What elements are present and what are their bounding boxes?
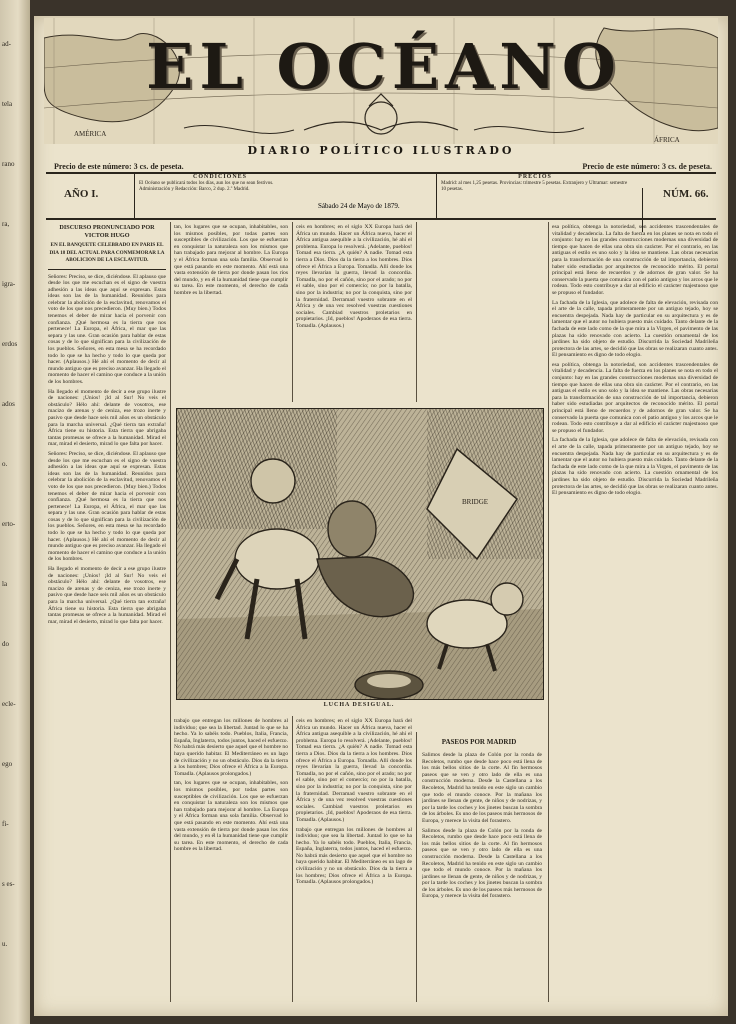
article-paragraph: Ha llegado el momento de decir a ese grupo ilustre de naciones: ¡Unios! ¡Id al Sur! No veis el obstáculo? Hélo ahí: delante de vosotros, ese macizo de arenas y de ceniza, ese trozo inerte y pasivo que desde hace seis mil años es un obstáculo para la marcha universal. ¿Qué tierra tan extraña! África tiene su historia. Esta tierra que abrigaba tantas promesas se ofrece a la humanidad. Mirad el mar, mirad el desierto, mirad lo que falta por hacer. <box>48 388 166 448</box>
article-paragraph: La fachada de la Iglesia, que adolece de falta de elevación, revisada con el arte de la calle, tapada primeramente por un antiguo tejado, hoy se encuentra despejada. Nada hay de particular en su arquitectura y es de lamentar que el autor no hubiera puesto más cuidado. Tanto delante de la fachada de este lado como de la que mira a la Virgen, el pavimento de las plazas ha sido renovado con acierto. La cuestión ornamental de los jardines ha sido objeto de estudio. Discurrida la Sociedad Madrileña protectora de las artes, se decidió que las obras se realizaran cuanto antes. El pensamiento es digno de todo elogio. <box>552 299 718 359</box>
article-column-2-lower <box>174 718 288 1004</box>
newspaper-page <box>34 16 728 1016</box>
spine-text-fragment: ra, <box>2 220 10 228</box>
issue-info-bar <box>46 172 716 220</box>
column-rule <box>292 222 293 402</box>
article-column-2 <box>174 224 288 404</box>
prices-text: Madrid: al mes 1,25 pesetas. Provincias: trimestre 5 pesetas. Extranjero y Ultramar: semestre 10 pesetas. <box>441 181 628 192</box>
spine-text-fragment: erdos <box>2 340 18 348</box>
column-rule <box>416 222 417 402</box>
prices-box <box>436 174 633 218</box>
column-rule <box>292 716 293 1002</box>
conditions-text: El Océano se publicará todos los días, aun los que no sean festivos. Administración y Redacción: Barco, 2 dup. 2.º Madrid. <box>139 181 274 192</box>
article-paragraph: Salimos desde la plaza de Colón por la ronda de Recoletos, rumbo que desde hace poco está llena de los más bellos sitios de la corte. Al fin hermosos paseos que se ven y otro lado de ella es una construcción moderna. Desde la Castellana a los Recoletos, Madrid ha tenido en este siglo un cambio que todo el mundo conoce. Por la mañana los jardines se llenan de gente, de niños y de nodrizas, y por la tarde los coches y los jinetes buscan la sombra de los árboles. Es uno de los paseos más hermosos de Europa, y merece la visita del forastero. <box>422 827 542 900</box>
engraving-illustration <box>176 408 544 700</box>
article-column-3 <box>296 224 412 404</box>
map-label-africa: ÁFRICA <box>654 136 680 144</box>
article-paragraph: Señores: Preciso, se dice, diciéndose. El aplauso que desde los que me escuchan es el signo de vuestra adhesión a las ideas que aquí se expresan. Estas ideas son las de la humanidad. Reunidos para celebrar la abolición de la esclavitud, renovamos el voto de los que nos precedieron. (Muy bien.) Todos tenemos el deber de mirar hacia el porvenir con confianza. ¡Qué hermosa es la tierra que nos pertenece! La Europa, el África, el mar que las separa y las une. Gran ocasión para hablar de estas cosas y de lo que significan para la civilización de los pueblos. Señores, en esta mesa se ha recordado todo lo que se ha hecho y todo lo que queda por hacer. (Aplausos.) Hé ahí el momento de decir al mundo antiguo que es preciso avanzar. Ha llegado el momento de hacer el camino que conduce a la unión de los hombres. <box>48 273 166 385</box>
map-label-america: AMÉRICA <box>74 130 107 138</box>
article-paragraph: esa política, obtenga la notoriedad, son accidentes trascendentales de vitalidad y decadencia. La falta de fuerza en los planes se nota en todo el conjunto: hay en las grandes construcciones modernas una diversidad de tiempo que hacen de ellas una obra sin carácter. Por el contrario, en las antiguas el estilo es uno solo y la idea se mantiene. Las obras necesarias para la transformación de una construcción de tal importancia, debieron haber sido estudiadas por arquitectos de reconocido mérito. El portal principal está lleno de recuerdos y de adornos de gran valor. Se ha conservado la puerta que comunica con el patio antiguo y los arcos que le rodean. Todo esto contribuye a dar al edificio el carácter majestuoso que se propuso el fundador. <box>552 224 718 296</box>
issue-number: NÚM. 66. <box>642 188 709 232</box>
column-rule <box>170 222 171 1002</box>
section-column <box>422 752 542 1004</box>
column-rule <box>548 222 549 1002</box>
column-rule <box>416 732 417 1002</box>
illustration-caption: LUCHA DESIGUAL. <box>323 702 395 708</box>
spine-text-fragment: s es- <box>2 880 15 888</box>
spine-text-fragment: la <box>2 580 8 588</box>
divider <box>48 269 166 270</box>
article-column-1 <box>48 224 166 1004</box>
article-paragraph: trabajo que entregan los millones de hombres al individuo; que sea la libertad. Juntad lo que se ha hecho. Ya lo sabéis todo. Pueblos, Italia, Francia, España, Inglaterra, todos juntos, haced el esfuerzo. No habrá más desierto que aquel que el hombre no haya querido habitar. El Mediterráneo es un lago de civilización y no un obstáculo. Dios da la tierra a los hombres; Dios ofrece el África a la Europa. Tomadla. (Aplausos prolongados.) <box>174 718 288 777</box>
spine-text-fragment: tela <box>2 100 13 108</box>
section-title: PASEOS POR MADRID <box>441 738 517 746</box>
article-paragraph: Señores: Preciso, se dice, diciéndose. El aplauso que desde los que me escuchan es el signo de vuestra adhesión a las ideas que aquí se expresan. Estas ideas son las de la humanidad. Reunidos para celebrar la abolición de la esclavitud, renovamos el voto de los que nos precedieron. (Muy bien.) Todos tenemos el deber de mirar hacia el porvenir con confianza. ¡Qué hermosa es la tierra que nos pertenece! La Europa, el África, el mar que las separa y las une. Gran ocasión para hablar de estas cosas y de lo que significan para la civilización de los pueblos. Señores, en esta mesa se ha recordado todo lo que se ha hecho y todo lo que queda por hacer. (Aplausos.) Hé ahí el momento de decir al mundo antiguo que es preciso avanzar. Ha llegado el momento de hacer el camino que conduce a la unión de los hombres. <box>48 450 166 563</box>
article-paragraph: ceis en hombres; en el siglo XX Europa hará del África un mundo. Hacer un África nueva, hacer el África antigua asequible a la civilización, hé ahí el problema. Europa lo resolverá. ¡Adelante, pueblos! Tomad esa tierra. ¿A quién? A nadie. Tomad esta tierra a Dios. Dios da la tierra a los hombres. Dios ofrece el África a Europa. Tomadla. Allí donde los reyes llevarían la guerra, llevad la concordia. Tomadla, no por el cañón, sino por el arado; no por el sable, sino por el comercio; no por la batalla, sino por la industria; no por la conquista, sino por la fraternidad. Derramad vuestro sobrante en el África y de una vez resolved vuestras cuestiones sociales. Cambiad vuestros proletarios en propietarios. ¡Id, pueblos! Apoderaos de esa tierra. Tomadla. (Aplausos.) <box>296 718 412 823</box>
price-note-right: Precio de este número: 3 cs. de peseta. <box>582 162 712 171</box>
article-paragraph: esa política, obtenga la notoriedad, son accidentes trascendentales de vitalidad y decadencia. La falta de fuerza en los planes se nota en todo el conjunto: hay en las grandes construcciones modernas una diversidad de tiempo que hacen de ellas una obra sin carácter. Por el contrario, en las antiguas el estilo es uno solo y la idea se mantiene. Las obras necesarias para la transformación de una construcción de tal importancia, debieron haber sido estudiadas por arquitectos de reconocido mérito. El portal principal está lleno de recuerdos y de adornos de gran valor. Se ha conservado la puerta que comunica con el patio antiguo y los arcos que le rodean. Todo esto contribuye a dar al edificio el carácter majestuoso que se propuso el fundador. <box>552 361 718 434</box>
spine-text-fragment: ecle- <box>2 700 16 708</box>
article-paragraph: tan, los lugares que se ocupan, inhabitables, son los mismos posibles, por todas partes son susceptibles de civilización. Los que se esfuerzan en conquistar la naturaleza son los mismos que han trabajado para mejorar al hombre. La Europa y el África forman una sola familia. Observad lo que está pasando en este momento. Ahí está una vasta extensión de tierra por donde pasan los ríos del mundo, y en él la humanidad tiene que cumplir su tarea. En este momento, el derecho de cada hombre es la libertad. <box>174 780 288 853</box>
conditions-box <box>134 174 305 218</box>
illustration-sign: BRIDGE <box>462 498 489 506</box>
article-column-3-lower <box>296 718 412 1004</box>
spine-text-fragment: ego <box>2 760 13 768</box>
article-paragraph: tan, los lugares que se ocupan, inhabitables, son los mismos posibles, por todas partes son susceptibles de civilización. Los que se esfuerzan en conquistar la naturaleza son los mismos que han trabajado para mejorar al hombre. La Europa y el África forman una sola familia. Observad lo que está pasando en este momento. Ahí está una vasta extensión de tierra por donde pasan los ríos del mundo, y en él la humanidad tiene que cumplir su tarea. En este momento, el derecho de cada hombre es la libertad. <box>174 224 288 296</box>
issue-date: Sábado 24 de Mayo de 1879. <box>318 202 400 210</box>
article-paragraph: trabajo que entregan los millones de hombres al individuo; que sea la libertad. Juntad lo que se ha hecho. Ya lo sabéis todo. Pueblos, Italia, Francia, España, Inglaterra, todos juntos, haced el esfuerzo. No habrá más desierto que aquel que el hombre no haya querido habitar. El Mediterráneo es un lago de civilización y no un obstáculo. Dios da la tierra a los hombres; Dios ofrece el África a la Europa. Tomadla. (Aplausos prolongados.) <box>296 826 412 886</box>
spine-text-fragment: rano <box>2 160 15 168</box>
article-paragraph: La fachada de la Iglesia, que adolece de falta de elevación, revisada con el arte de la calle, tapada primeramente por un antiguo tejado, hoy se encuentra despejada. Nada hay de particular en su arquitectura y es de lamentar que el autor no hubiera puesto más cuidado. Tanto delante de la fachada de este lado como de la que mira a la Virgen, el pavimento de las plazas ha sido renovado con acierto. La cuestión ornamental de los jardines ha sido objeto de estudio. Discurrida la Sociedad Madrileña protectora de las artes, se decidió que las obras se realizaran cuanto antes. El pensamiento es digno de todo elogio. <box>552 437 718 497</box>
spine-text-fragment: ados <box>2 400 15 408</box>
newspaper-title: EL OCÉANO <box>146 30 622 103</box>
article-column-4 <box>552 224 718 1004</box>
spine-text-fragment: o. <box>2 460 8 468</box>
article-paragraph: Ha llegado el momento de decir a ese grupo ilustre de naciones: ¡Unios! ¡Id al Sur! No veis el obstáculo? Hélo ahí: delante de vosotros, ese macizo de arenas y de ceniza, ese trozo inerte y pasivo que desde hace seis mil años es un obstáculo para la marcha universal. ¿Qué tierra tan extraña! África tiene su historia. Esta tierra que abrigaba tantas promesas se ofrece a la humanidad. Mirad el mar, mirad el desierto, mirad lo que falta por hacer. <box>48 566 166 625</box>
spine-text-fragment: erto- <box>2 520 16 528</box>
article-subhead: EN EL BANQUETE CELEBRADO EN PARIS EL DIA 18 DEL ACTUAL PARA CONMEMORAR LA ABOLICION DE LA ESCLAVITUD. <box>49 242 165 263</box>
article-headline: DISCURSO PRONUNCIADO POR VICTOR HUGO <box>59 224 155 239</box>
price-note-left: Precio de este número: 3 cs. de peseta. <box>54 162 184 171</box>
spine-text-fragment: do <box>2 640 9 648</box>
issue-year: AÑO I. <box>64 188 99 200</box>
prices-title: PRECIOS <box>518 174 552 180</box>
masthead <box>44 18 718 158</box>
conditions-title: CONDICIONES <box>192 174 247 180</box>
binding-spine <box>0 0 30 1024</box>
spine-text-fragment: igra- <box>2 280 16 288</box>
newspaper-subtitle: DIARIO POLÍTICO ILUSTRADO <box>247 144 515 157</box>
article-paragraph: ceis en hombres; en el siglo XX Europa hará del África un mundo. Hacer un África nueva, hacer el África antigua asequible a la civilización, hé ahí el problema. Europa lo resolverá. ¡Adelante, pueblos! Tomad esa tierra. ¿A quién? A nadie. Tomad esta tierra a Dios. Dios da la tierra a los hombres. Dios ofrece el África a Europa. Tomadla. Allí donde los reyes llevarían la guerra, llevad la concordia. Tomadla, no por el cañón, sino por el arado; no por el sable, sino por el comercio; no por la batalla, sino por la industria; no por la conquista, sino por la fraternidad. Derramad vuestro sobrante en el África y de una vez resolved vuestras cuestiones sociales. Cambiad vuestros proletarios en propietarios. ¡Id, pueblos! Apoderaos de esa tierra. Tomadla. (Aplausos.) <box>296 224 412 329</box>
spine-text-fragment: u. <box>2 940 8 948</box>
spine-text-fragment: fi- <box>2 820 9 828</box>
article-paragraph: Salimos desde la plaza de Colón por la ronda de Recoletos, rumbo que desde hace poco está llena de los más bellos sitios de la corte. Al fin hermosos paseos que se ven y otro lado de ella es una construcción moderna. Desde la Castellana a los Recoletos, Madrid ha tenido en este siglo un cambio que todo el mundo conoce. Por la mañana los jardines se llenan de gente, de niños y de nodrizas, y por la tarde los coches y los jinetes buscan la sombra de los árboles. Es uno de los paseos más hermosos de Europa, y merece la visita del forastero. <box>422 752 542 824</box>
spine-text-fragment: ad- <box>2 40 11 48</box>
